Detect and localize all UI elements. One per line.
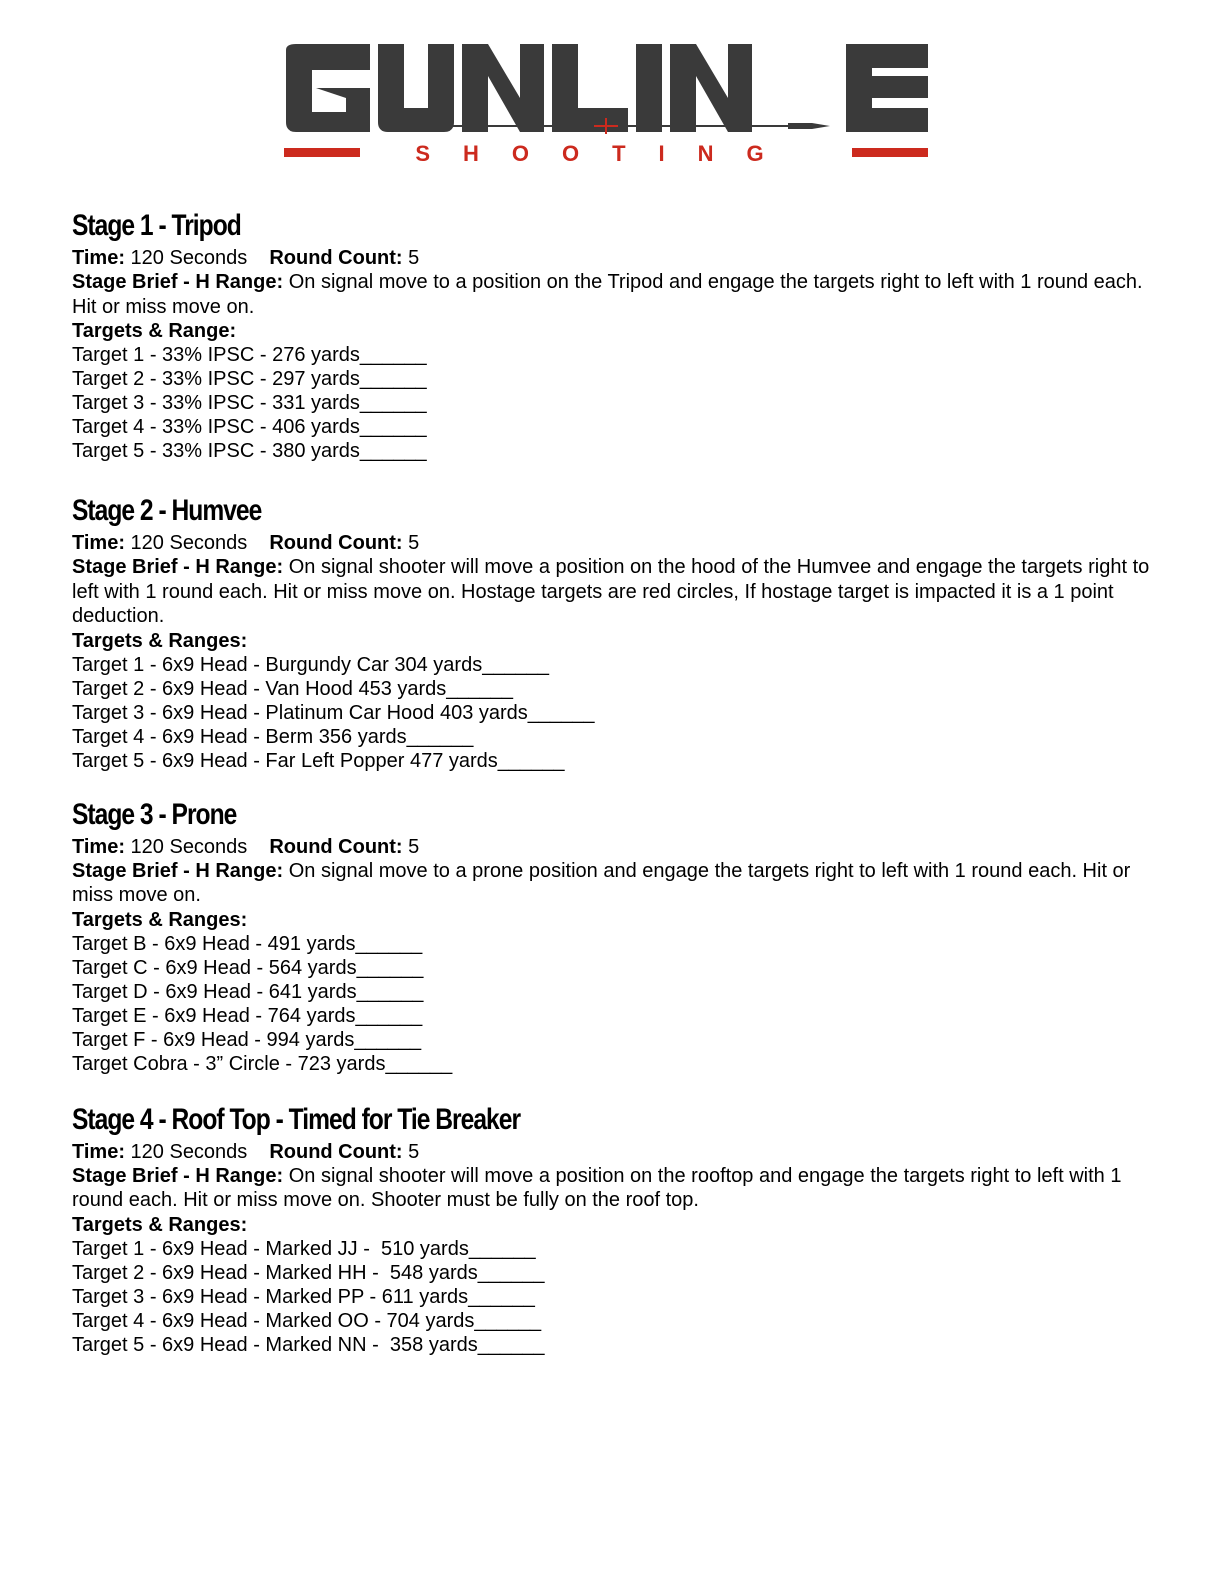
- target-item: Target E - 6x9 Head - 764 yards______: [72, 1004, 423, 1027]
- target-item: Target 3 - 6x9 Head - Platinum Car Hood 403 yards______: [72, 701, 595, 724]
- target-item: Target B - 6x9 Head - 491 yards______: [72, 932, 423, 955]
- brief-label: Stage Brief - H Range:: [72, 556, 284, 578]
- round-count-label: Round Count:: [269, 1140, 403, 1163]
- time-value: 120 Seconds: [130, 247, 248, 269]
- target-item: Target 3 - 33% IPSC - 331 yards______: [72, 392, 427, 414]
- brief-label: Stage Brief - H Range:: [72, 1164, 284, 1187]
- time-value: 120 Seconds: [130, 835, 248, 858]
- stage-title: Stage 2 - Humvee: [72, 494, 262, 527]
- target-item: Target 4 - 33% IPSC - 406 yards______: [72, 416, 427, 438]
- stage-meta: [72, 531, 1162, 555]
- targets-label: Targets & Ranges:: [72, 908, 248, 931]
- round-count-value: 5: [408, 532, 420, 554]
- brief-label: Stage Brief - H Range:: [72, 271, 284, 293]
- round-count-value: 5: [408, 835, 420, 858]
- target-item: Target 5 - 6x9 Head - Far Left Popper 477 yards______: [72, 749, 565, 772]
- stage-meta: [72, 246, 1162, 270]
- target-item: Target 2 - 6x9 Head - Van Hood 453 yards______: [72, 677, 514, 700]
- target-item: Target 1 - 33% IPSC - 276 yards______: [72, 344, 427, 366]
- round-count-value: 5: [408, 1140, 420, 1163]
- target-item: Target 4 - 6x9 Head - Berm 356 yards______: [72, 725, 474, 748]
- time-value: 120 Seconds: [130, 532, 248, 554]
- stage-title: Stage 1 - Tripod: [72, 209, 241, 242]
- target-item: Target 5 - 33% IPSC - 380 yards______: [72, 440, 427, 462]
- stage-meta: [72, 1140, 1162, 1164]
- stage-4: [72, 1100, 1162, 1357]
- target-item: Target C - 6x9 Head - 564 yards______: [72, 956, 424, 979]
- target-item: Target 3 - 6x9 Head - Marked PP - 611 yards______: [72, 1285, 535, 1308]
- brief-text: On signal shooter will move a position on the rooftop and engage the targets right to left with 1 round each. Hit or miss move on. Shooter must be fully on the roof top.: [72, 1164, 1122, 1211]
- stage-brief: [72, 555, 1152, 629]
- target-item: Target 1 - 6x9 Head - Marked JJ - 510 yards______: [72, 1237, 536, 1260]
- stage-2: [72, 491, 1162, 773]
- brief-text: On signal shooter will move a position on the hood of the Humvee and engage the targets right to left with 1 round each. Hit or miss move on. Hostage targets are red circles, If hostage target is impacted it is a 1 point deduction.: [72, 556, 1150, 627]
- stage-title: Stage 3 - Prone: [72, 797, 237, 831]
- time-label: Time:: [72, 532, 125, 554]
- document-body: [72, 206, 1162, 1357]
- logo-graphic: [282, 42, 930, 164]
- target-item: Target 4 - 6x9 Head - Marked OO - 704 yards______: [72, 1309, 542, 1332]
- gunline-shooting-logo: [282, 42, 930, 164]
- brief-text: On signal move to a prone position and engage the targets right to left with 1 round each. Hit or miss move on.: [72, 859, 1131, 906]
- stage-1: [72, 206, 1162, 463]
- time-value: 120 Seconds: [130, 1140, 248, 1163]
- logo-red-bar-left: [284, 148, 360, 157]
- stage-brief: [72, 1164, 1152, 1213]
- brief-label: Stage Brief - H Range:: [72, 859, 284, 882]
- targets-label: Targets & Ranges:: [72, 1213, 248, 1236]
- target-item: Target Cobra - 3” Circle - 723 yards______: [72, 1052, 453, 1075]
- target-item: Target 2 - 6x9 Head - Marked HH - 548 yards______: [72, 1261, 545, 1284]
- target-item: Target 5 - 6x9 Head - Marked NN - 358 yards______: [72, 1333, 545, 1356]
- round-count-label: Round Count:: [269, 247, 403, 269]
- time-label: Time:: [72, 835, 125, 858]
- round-count-value: 5: [408, 247, 420, 269]
- targets-label: Targets & Ranges:: [72, 629, 248, 652]
- time-label: Time:: [72, 247, 125, 269]
- round-count-label: Round Count:: [269, 835, 403, 858]
- target-item: Target F - 6x9 Head - 994 yards______: [72, 1028, 422, 1051]
- stage-title: Stage 4 - Roof Top - Timed for Tie Breaker: [72, 1102, 521, 1136]
- stage-meta: [72, 835, 1162, 859]
- target-item: Target D - 6x9 Head - 641 yards______: [72, 980, 424, 1003]
- target-item: Target 1 - 6x9 Head - Burgundy Car 304 yards______: [72, 653, 549, 676]
- stage-brief: [72, 859, 1152, 908]
- brief-text: On signal move to a position on the Tripod and engage the targets right to left with 1 round each. Hit or miss move on.: [72, 271, 1143, 318]
- time-label: Time:: [72, 1140, 125, 1163]
- target-item: Target 2 - 33% IPSC - 297 yards______: [72, 368, 427, 390]
- logo-red-bar-right: [852, 148, 928, 157]
- stage-brief: [72, 270, 1152, 319]
- targets-label: Targets & Range:: [72, 320, 237, 342]
- round-count-label: Round Count:: [269, 532, 403, 554]
- logo-tagline: SHOOTING: [415, 141, 797, 164]
- stage-3: [72, 795, 1162, 1076]
